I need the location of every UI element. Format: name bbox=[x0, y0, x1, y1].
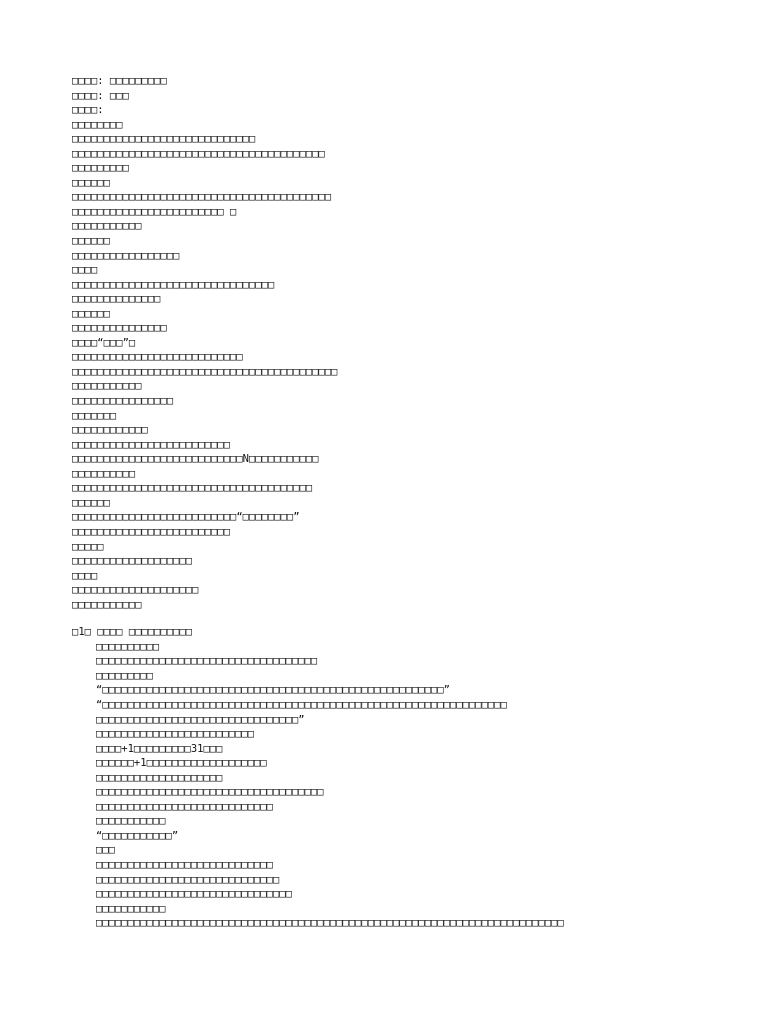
text-line: “□□□□□□□□□□□” bbox=[96, 829, 179, 842]
text-line: □□□□□□□□□□□ bbox=[72, 598, 142, 611]
text-line: □□□□□□□□□□□□□□□□□□□□□□□□□□□□□□□□□□□□□□□□ bbox=[72, 147, 325, 160]
text-line: □□□□□□□□□□□ bbox=[96, 815, 166, 828]
text-line: □□□□□□□□□□□□□□□□□□□□□□□□□□“□□□□□□□□” bbox=[72, 511, 300, 524]
text-line: □□□□□□□□□□□□□□□□□□□□□□□□□□□□□□□□□□□ bbox=[96, 655, 318, 668]
text-line: □□□□□□□□□□□□□□□□□□□□□□□□□ bbox=[96, 728, 255, 741]
text-line: □□□□□□□□□□□□□□□□□□□□□□□□□□□□□□□□” bbox=[96, 713, 305, 726]
text-line: □□□□□□□□□□□□□□□□ bbox=[72, 395, 174, 408]
text-line: □□□□: □□□ bbox=[72, 89, 129, 102]
text-line: □□□□□□□□□□□□□□□□□□□□□□□□□□□□□ bbox=[72, 133, 256, 146]
text-line: □□□□□□□□□□□□□□□□□□□□□□□□□□□□□□□□□□□□ bbox=[96, 786, 324, 799]
text-line: □□□□□□□□□□□□□□□□□□□□ bbox=[96, 771, 223, 784]
text-line: □□□□□□□□□ bbox=[96, 669, 153, 682]
text-line: □□□□□□□□□□□ bbox=[72, 220, 142, 233]
text-line: □□□□□□ bbox=[72, 307, 110, 320]
text-line: □□□□□□□□□□□ bbox=[96, 902, 166, 915]
text-line: □□□□“□□□”□ bbox=[72, 336, 136, 349]
text-line: “□□□□□□□□□□□□□□□□□□□□□□□□□□□□□□□□□□□□□□□□□□□□□□□□□□□□□□” bbox=[96, 684, 451, 697]
text-line: □□□□□□ bbox=[72, 176, 110, 189]
text-line: □□□□□□□□□□□□□□□□□□□□□□□□□□□□□□□□ bbox=[72, 278, 275, 291]
text-line: □□□□: bbox=[72, 104, 104, 117]
text-line: □□□□□□+1□□□□□□□□□□□□□□□□□□□ bbox=[96, 757, 267, 770]
text-line: □□□□□ bbox=[72, 540, 104, 553]
text-line: “□□□□□□□□□□□□□□□□□□□□□□□□□□□□□□□□□□□□□□□□□□□□□□□□□□□□□□□□□□□□□□□□ bbox=[96, 698, 507, 711]
text-line: □□□□□□□□□□□□□□□ bbox=[72, 322, 167, 335]
text-line: □□□□□□□ bbox=[72, 409, 117, 422]
text-line: □□□□□□□□□□ bbox=[96, 640, 160, 653]
section-gap bbox=[72, 612, 732, 625]
text-line: □□□□□□□□□□□□□□□□□□□ bbox=[72, 555, 193, 568]
text-line: □□□□□□□□□□□ bbox=[72, 380, 142, 393]
text-line: □□□□□□□□□□□□ bbox=[72, 424, 148, 437]
text-line: □□□□□□□□□□□□□□□□□□□□□□□□ □ bbox=[72, 205, 237, 218]
text-line: □□□□□□□□□□ bbox=[72, 467, 136, 480]
text-line: □□□□□□□□□□□□□□□□□□□□□□□□□□□□□□□□□□□□□□□□□□ bbox=[72, 365, 338, 378]
text-line: □□□□□□□□□□□□□□□□□□□□□□□□□□□□□□□ bbox=[96, 888, 292, 901]
text-line: □□□□□□□□□□□□□□□□□ bbox=[72, 249, 180, 262]
section-heading: □1□ □□□□ □□□□□□□□□□ bbox=[72, 626, 193, 639]
text-line: □□□□ bbox=[72, 264, 98, 277]
text-line: □□□□□□□□□□□□□□ bbox=[72, 293, 161, 306]
text-line: □□□□□□□□□□□□□□□□□□□□□□□□□□□□□ bbox=[96, 873, 280, 886]
text-line: □□□□+1□□□□□□□□□31□□□ bbox=[96, 742, 223, 755]
text-line: □□□□□□□□□□□□□□□□□□□□□□□□□□□□□□□□□□□□□□□□□ bbox=[72, 191, 332, 204]
text-line: □□□□□□□□□□□□□□□□□□□□□□□□□□□□ bbox=[96, 858, 274, 871]
text-line: □□□□□□□□□□□□□□□□□□□□□□□□□□□□□□□□□□□□□□□□□□□□□□□□□□□□□□□□□□□□□□□□□□□□□□□□□□ bbox=[96, 917, 564, 930]
text-line: □□□ bbox=[96, 844, 115, 857]
text-line: □□□□□□ bbox=[72, 496, 110, 509]
text-line: □□□□□□□□□□□□□□□□□□□□ bbox=[72, 584, 199, 597]
text-line: □□□□: □□□□□□□□□ bbox=[72, 75, 167, 87]
text-line: □□□□□□□□□□□□□□□□□□□□□□□□□□□□ bbox=[96, 800, 274, 813]
text-line: □□□□□□□□□ bbox=[72, 162, 129, 175]
text-line: □□□□□□□□□□□□□□□□□□□□□□□□□□□N□□□□□□□□□□□ bbox=[72, 453, 319, 466]
text-line: □□□□□□□□□□□□□□□□□□□□□□□□□ bbox=[72, 438, 231, 451]
text-line: □□□□□□□□□□□□□□□□□□□□□□□□□□□ bbox=[72, 351, 243, 364]
text-line: □□□□□□□□□□□□□□□□□□□□□□□□□□□□□□□□□□□□□□ bbox=[72, 482, 313, 495]
document-header-block bbox=[72, 74, 732, 612]
text-line: □□□□ bbox=[72, 569, 98, 582]
text-line: □□□□□□ bbox=[72, 235, 110, 248]
document-body bbox=[72, 74, 732, 931]
text-line: □□□□□□□□□□□□□□□□□□□□□□□□□ bbox=[72, 525, 231, 538]
section-content bbox=[72, 640, 732, 931]
text-line: □□□□□□□□ bbox=[72, 118, 123, 131]
